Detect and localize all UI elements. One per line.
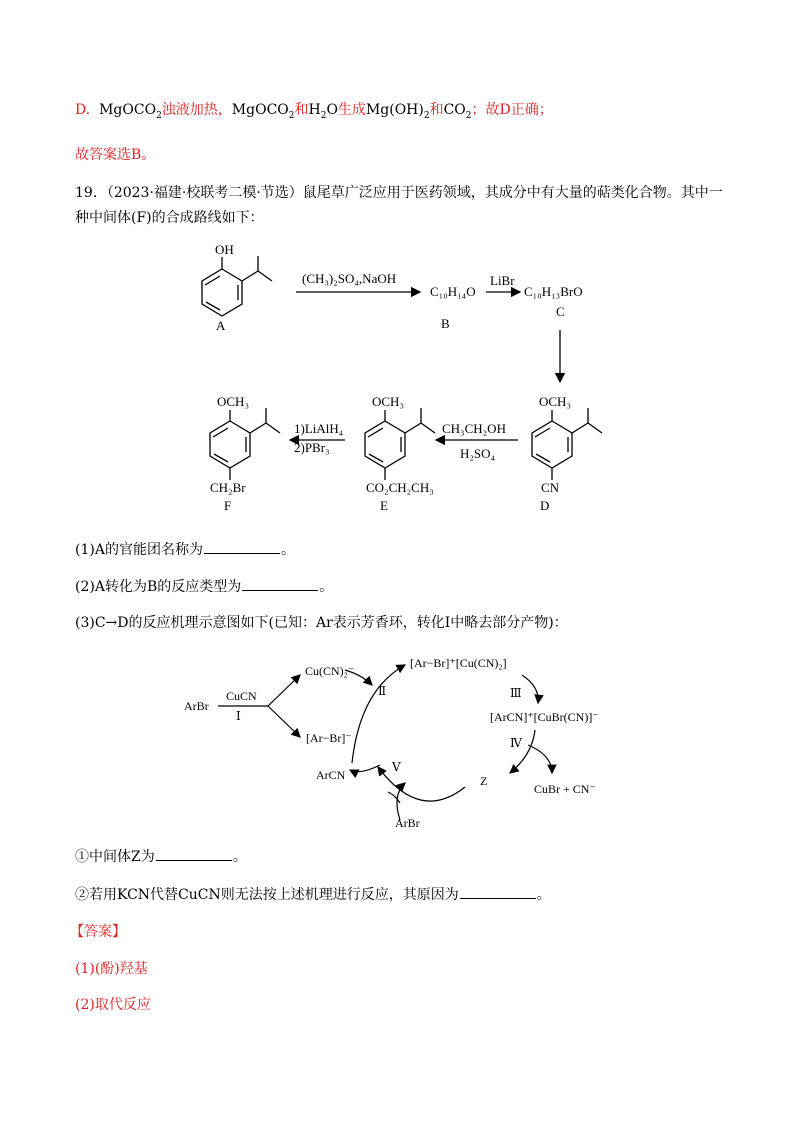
formula-mgoco2: MgOCO$_2$ (99, 102, 162, 121)
e-och3: OCH₃ (372, 394, 404, 409)
e-label: E (380, 498, 388, 513)
species-complex2: [ArCN]⁺[CuBr(CN)]⁻ (490, 710, 599, 724)
molecule-d (532, 408, 602, 480)
answer-blank-1[interactable] (204, 539, 280, 554)
answer-1: (1)(酚)羟基 (75, 961, 148, 977)
f-och3: OCH₃ (217, 394, 249, 409)
reagent-3a: CH₃CH₂OH (442, 421, 506, 436)
arrow-to-radical (268, 706, 300, 737)
formula-mgoh2: $Mg(OH)_2$ (365, 102, 430, 121)
reagent-4a: 1)LiAlH₄ (294, 421, 344, 436)
question-stem-2: 种中间体(F)的合成路线如下： (75, 210, 264, 226)
step-iv: Ⅳ (510, 736, 522, 750)
step-v: Ⅴ (392, 760, 401, 774)
cycle-arc-iii (522, 675, 538, 703)
formula-h2o: $H_2O$ (308, 102, 338, 121)
arbr-reagent: ArBr (395, 816, 420, 830)
product-arcn: ArCN (316, 768, 346, 782)
b-label: B (441, 316, 450, 331)
species-cucn2: Cu(CN)₂⁻ (305, 664, 355, 678)
formula-b: C₁₀H₁₄O (430, 284, 476, 299)
d-och3: OCH₃ (539, 394, 571, 409)
molecule-f (210, 408, 280, 480)
c-label: C (556, 304, 565, 319)
question-3b: ②若用KCN代替CuCN则无法按上述机理进行反应，其原因为 。 (75, 884, 551, 905)
arrow-to-cucn2 (268, 675, 300, 706)
e-ester: CO₂CH₂CH₃ (366, 480, 434, 495)
arbr-start: ArBr (184, 699, 209, 713)
d-label: D (540, 498, 550, 513)
mechanism-diagram (0, 645, 800, 835)
f-label: F (224, 498, 232, 513)
question-1: (1)A的官能团名称为 。 (75, 539, 295, 560)
question-2: (2)A转化为B的反应类型为 。 (75, 576, 333, 597)
f-ch2br: CH₂Br (210, 480, 246, 495)
a-label: A (216, 318, 226, 333)
answer-choice: 故答案选B。 (75, 147, 156, 163)
question-3a: ①中间体Z为 。 (75, 846, 247, 867)
formula-mgoco2-b: MgOCO$_2$ (231, 102, 295, 121)
step-ii: Ⅱ (378, 684, 387, 698)
synthesis-scheme (0, 230, 800, 520)
step-i: Ⅰ (236, 709, 241, 723)
answer-header: 【答案】 (70, 924, 126, 940)
species-z: Z (480, 774, 488, 788)
species-complex1: [Ar−Br]⁺[Cu(CN)₂] (410, 656, 507, 670)
reagent-2: LiBr (490, 273, 515, 288)
reagent-cucn: CuCN (226, 689, 257, 703)
byproduct: CuBr + CN⁻ (534, 782, 596, 796)
reagent-1: (CH₃)₂SO₄,NaOH (302, 271, 397, 286)
cycle-arc-ii (352, 665, 405, 763)
step-iii: Ⅲ (510, 686, 522, 700)
species-radical: [Ar−Br]⁻ (306, 731, 352, 745)
question-stem-1: 19．（2023·福建·校联考二模·节选）鼠尾草广泛应用于医药领域，其成分中有大量的萜类化合物。其中一 (75, 185, 723, 201)
reagent-4b: 2)PBr₃ (294, 440, 330, 455)
question-3: (3)C→D的反应机理示意图如下(已知：Ar表示芳香环，转化Ⅰ中略去部分产物)： (75, 615, 568, 631)
answer-blank-2[interactable] (242, 576, 318, 591)
formula-co2: $CO_2$ (443, 102, 472, 121)
option-d: D. MgOCO$_2$浊液加热，MgOCO$_2$和$H_2O$生成$Mg(OH)_2$和$CO_2$；故D正确； (75, 102, 553, 121)
molecule-e (365, 408, 435, 480)
formula-c: C₁₀H₁₃BrO (524, 284, 583, 299)
answer-blank-3b[interactable] (460, 884, 536, 899)
a-oh: OH (215, 242, 234, 257)
molecule-a (202, 256, 272, 316)
answer-blank-3a[interactable] (156, 846, 232, 861)
d-cn: CN (541, 480, 560, 495)
answer-2: (2)取代反应 (75, 997, 151, 1013)
reagent-3b: H₂SO₄ (460, 446, 496, 461)
